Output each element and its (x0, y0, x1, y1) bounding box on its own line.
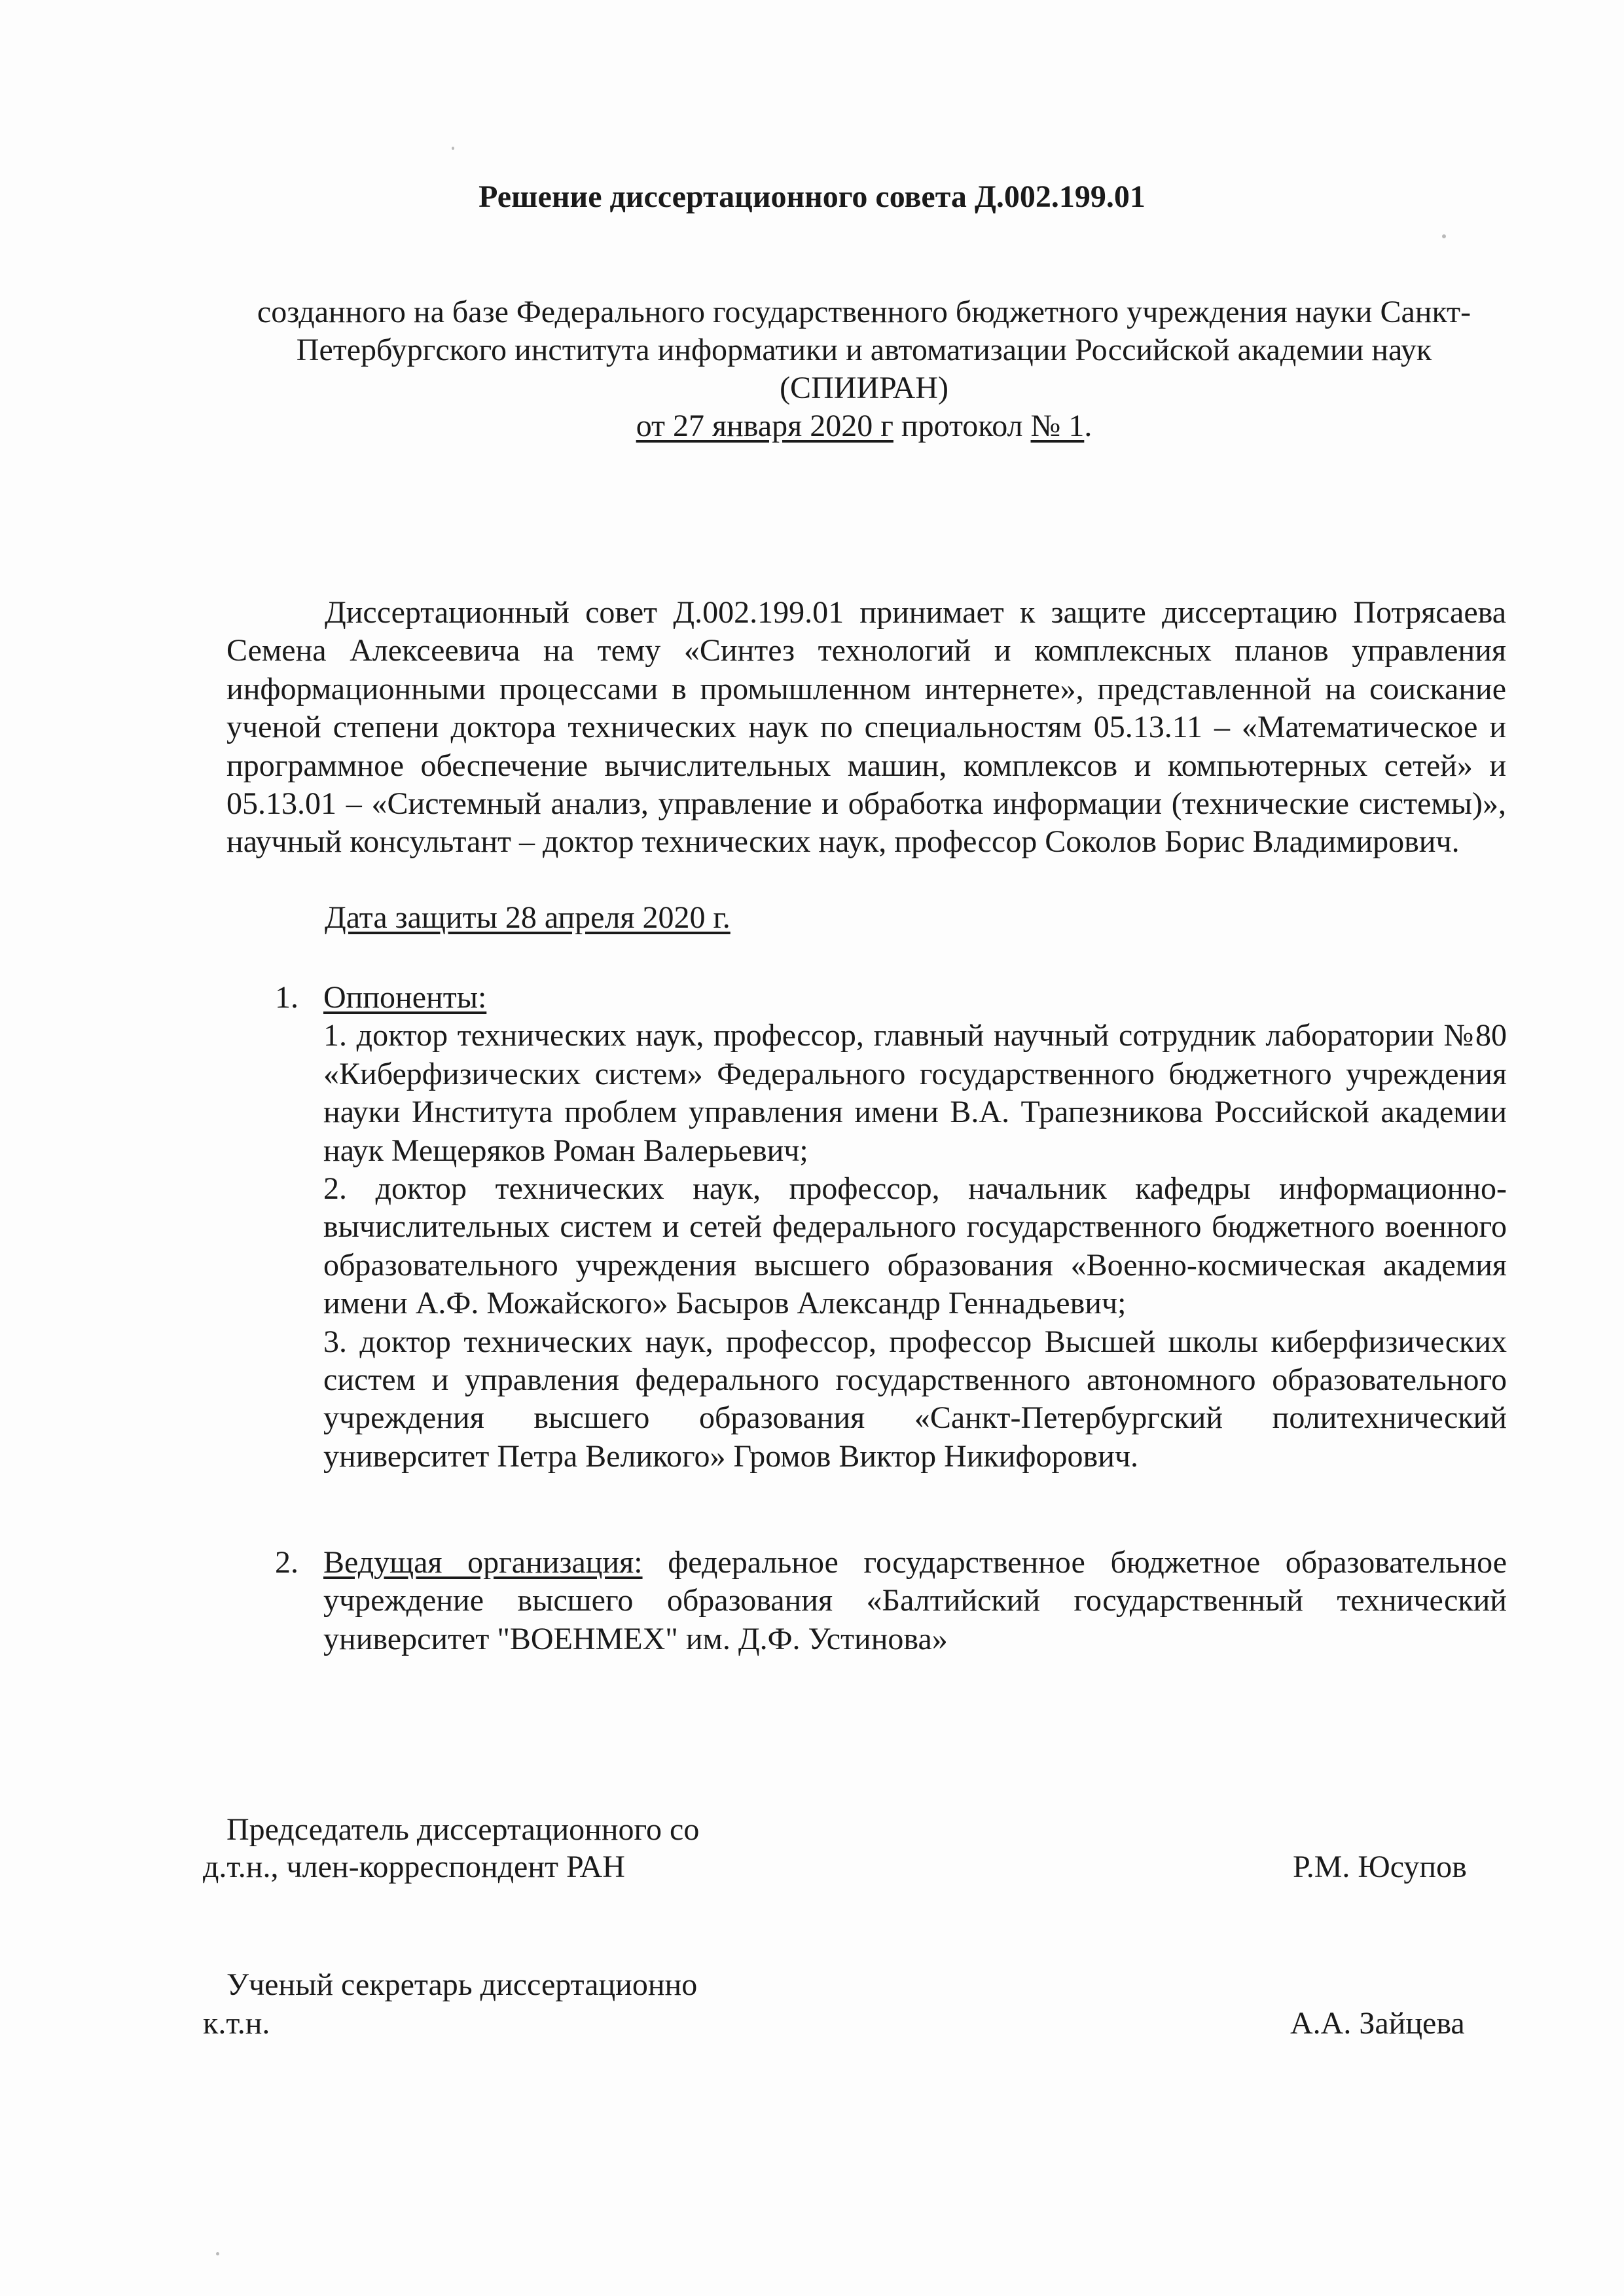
secretary-title: Ученый секретарь диссертационно (226, 1967, 698, 2002)
meeting-date: от 27 января 2020 г (636, 409, 893, 443)
protocol-period: . (1084, 409, 1092, 443)
lead-org-number: 2. (275, 1545, 298, 1580)
chair-title: Председатель диссертационного со (226, 1812, 700, 1847)
opponent-item: 3. доктор технических наук, профессор, профессор Высшей школы киберфизических систем и управления федерального государственного автономного образовательного учреждения высшего образования «Санкт-Петербургский политехнический университет Петра Великого» Громов Виктор Никифорович. (323, 1324, 1507, 1474)
subtitle-line-2: Петербургского института информатики и автоматизации Российской академии наук (296, 333, 1432, 367)
scan-speck (216, 2252, 219, 2255)
protocol-label: протокол (901, 409, 1023, 443)
lead-org-text: федеральное государственное бюджетное образовательное учреждение высшего образования «Балтийский государственный технический университет "ВОЕНМЕХ" им. Д.Ф. Устинова» (323, 1545, 1507, 1656)
opponents-section (323, 979, 1507, 1476)
defense-date-text: Дата защиты 28 апреля 2020 г. (325, 900, 731, 935)
subtitle-line-3: (СПИИРАН) (780, 371, 948, 405)
decision-paragraph: Диссертационный совет Д.002.199.01 принимает к защите диссертацию Потрясаева Семена Алексеевича на тему «Синтез технологий и комплексных планов управления информационными процессами в промышленном интернете», представленной на соискание ученой степени доктора технических наук по специальностям 05.13.11 – «Математическое и программное обеспечение вычислительных машин, комплексов и компьютерных сетей» и 05.13.01 – «Системный анализ, управление и обработка информации (технические системы)», научный консультант – доктор технических наук, профессор Соколов Борис Владимирович. (226, 595, 1506, 860)
opponents-heading (323, 979, 1507, 1017)
protocol-number: № 1 (1030, 409, 1085, 443)
document-subtitle (216, 293, 1512, 445)
scan-speck (1442, 234, 1446, 238)
chair-name: Р.М. Юсупов (1293, 1850, 1467, 1884)
defense-date (325, 899, 731, 937)
scan-speck (452, 147, 454, 150)
opponents-heading-text: Оппоненты: (323, 980, 487, 1015)
protocol-line (216, 407, 1512, 445)
opponent-item: 1. доктор технических наук, профессор, главный научный сотрудник лаборатории №80 «Киберфизических систем» Федерального государственного бюджетного учреждения науки Института проблем управления имени В.А. Трапезникова Российской академии наук Мещеряков Роман Валерьевич; (323, 1018, 1507, 1168)
chair-degree: д.т.н., член-корреспондент РАН (203, 1850, 625, 1884)
lead-org-heading: Ведущая организация: (323, 1545, 643, 1580)
lead-org-section (323, 1544, 1507, 1658)
document-title: Решение диссертационного совета Д.002.199.01 (478, 179, 1146, 214)
secretary-name: А.А. Зайцева (1290, 2006, 1465, 2041)
subtitle-line-1: созданного на базе Федерального государственного бюджетного учреждения науки Санкт- (257, 295, 1471, 329)
opponents-number: 1. (275, 980, 298, 1015)
secretary-degree: к.т.н. (203, 2006, 270, 2041)
opponent-item: 2. доктор технических наук, профессор, начальник кафедры информационно-вычислительных систем и сетей федерального государственного бюджетного военного образовательного учреждения высшего образования «Военно-космическая академия имени А.Ф. Можайского» Басыров Александр Геннадьевич; (323, 1171, 1507, 1321)
